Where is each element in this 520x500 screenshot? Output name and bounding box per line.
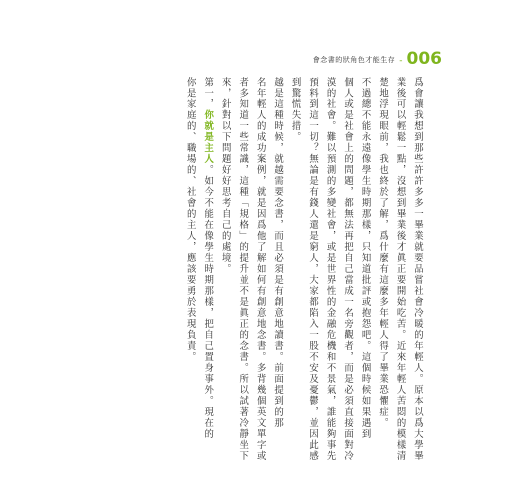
- text-line: 者多知道一些常識，這種「規格」的提升並不是眞正的念書。所以試著冷靜坐下: [237, 77, 249, 462]
- text-line: 名年輕人的成功案例，就是因爲他了解如何有創意地念書。多背幾個英文單字或: [254, 77, 266, 462]
- text-line: 到驚慌失措。: [289, 77, 301, 143]
- text-line-lead: 第一，: [202, 77, 214, 110]
- highlight-phrase: 你就是主人: [202, 109, 214, 165]
- header-title: 會念書的狀角色才能生存: [312, 56, 396, 64]
- text-line: 預料到這一切？無論是有錢人還是窮人，大家都陷入一股不安及憂鬱，並因此感: [307, 77, 319, 462]
- text-line: [202, 77, 214, 440]
- text-line: 業後可以輕鬆一點，沒想到畢業後才眞正要開始吃苦。近來年輕人苦悶的模樣清: [394, 77, 406, 462]
- text-line: 楚地浮現眼前，我也終於了解，爲什麼有這麼多年輕人得了畢業恐懼症。: [377, 77, 389, 429]
- body-text: [96, 77, 423, 462]
- page-number: 006: [406, 49, 442, 69]
- header-dash: -: [399, 56, 403, 66]
- text-line-rest: 。如今不能在像學生時期那樣，把自己置身事外。現在的: [202, 164, 214, 440]
- text-line: 來，針對以下問題好好思考自己的處境。: [219, 77, 231, 275]
- text-line: 越是這種時候，就越需要念書，而且必須是有創意地讀書。前面提到的那: [272, 77, 284, 429]
- text-line: 你是家庭的、職場的、社會的主人，應該要勇於表現負責。: [184, 77, 196, 363]
- text-line: 不過總不能永遠像學生時期那樣，只知道批評或抱怨吧。這個時候如果遇到: [359, 77, 371, 440]
- text-line: 爲會讓我想到那些許許多多一畢業就要品嘗社會冷暖的年輕人。原本以爲大學畢: [412, 77, 423, 462]
- text-line: 個人或是社會上的問題，都無法再把自己當成一名旁觀者，而是必須直接面對冷: [342, 77, 354, 462]
- running-header: [313, 40, 442, 68]
- text-line: 漠的社會。難以預測的多變社會，或是世界性的金融危機和不景氣，誰能夠事先: [324, 77, 336, 462]
